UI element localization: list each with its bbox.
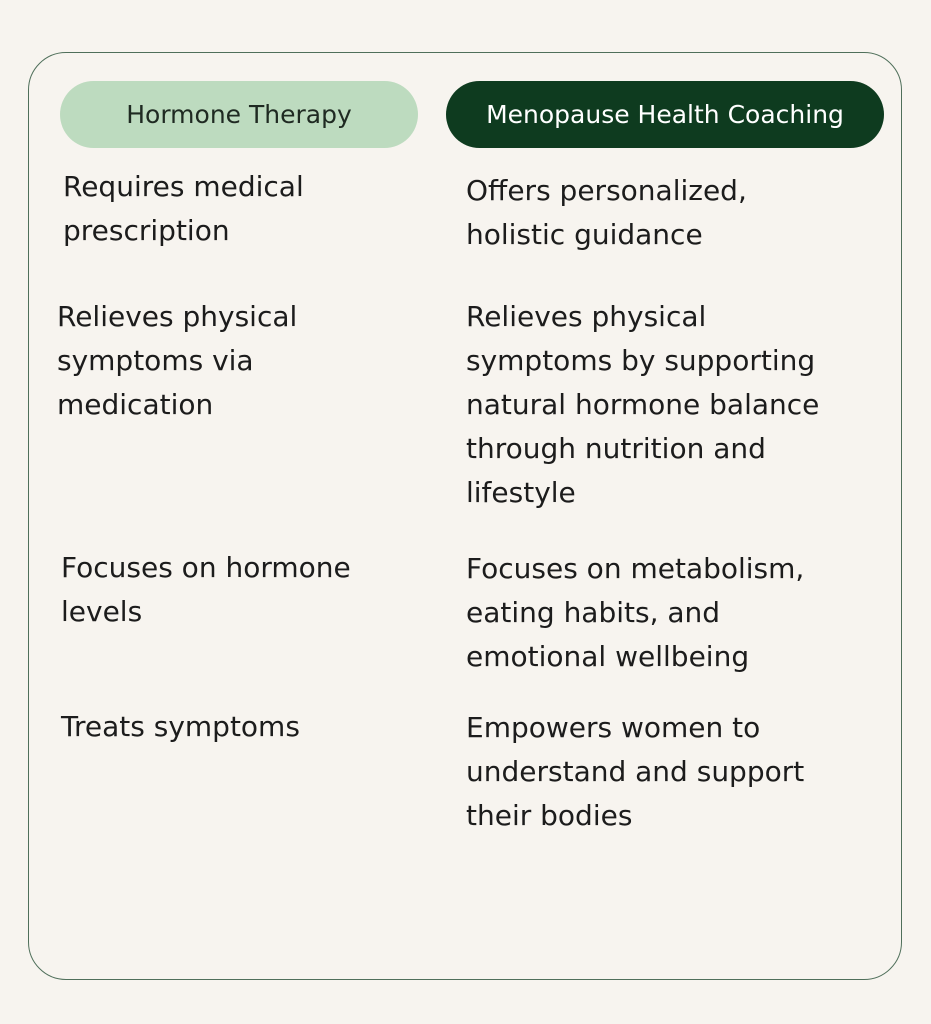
health-coaching-point-3	[466, 547, 804, 679]
health-coaching-point-1	[466, 169, 747, 257]
cell-line: Empowers women to	[466, 711, 761, 744]
cell-line: Relieves physical	[466, 300, 707, 333]
cell-line: Requires medical	[63, 170, 304, 203]
cell-line: holistic guidance	[466, 218, 703, 251]
cell-line: through nutrition and	[466, 432, 766, 465]
cell-line: lifestyle	[466, 476, 576, 509]
hormone-therapy-point-4	[61, 705, 300, 749]
cell-line: Treats symptoms	[61, 710, 300, 743]
hormone-therapy-point-2	[57, 295, 297, 427]
cell-line: symptoms via	[57, 344, 254, 377]
cell-line: understand and support	[466, 755, 805, 788]
cell-line: eating habits, and	[466, 596, 721, 629]
hormone-therapy-point-3	[61, 546, 351, 634]
cell-line: levels	[61, 595, 143, 628]
cell-line: Relieves physical	[57, 300, 298, 333]
cell-line: natural hormone balance	[466, 388, 820, 421]
cell-line: Focuses on metabolism,	[466, 552, 805, 585]
health-coaching-point-4	[466, 706, 804, 838]
hormone-therapy-point-1	[63, 165, 304, 253]
hormone-therapy-header-label: Hormone Therapy	[126, 100, 352, 129]
cell-line: prescription	[63, 214, 230, 247]
health-coaching-point-2	[466, 295, 819, 515]
cell-line: Focuses on hormone	[61, 551, 351, 584]
health-coaching-header	[446, 81, 884, 148]
cell-line: medication	[57, 388, 214, 421]
health-coaching-header-label: Menopause Health Coaching	[486, 100, 844, 129]
cell-line: their bodies	[466, 799, 633, 832]
cell-line: symptoms by supporting	[466, 344, 816, 377]
cell-line: emotional wellbeing	[466, 640, 750, 673]
hormone-therapy-header	[60, 81, 418, 148]
cell-line: Offers personalized,	[466, 174, 747, 207]
